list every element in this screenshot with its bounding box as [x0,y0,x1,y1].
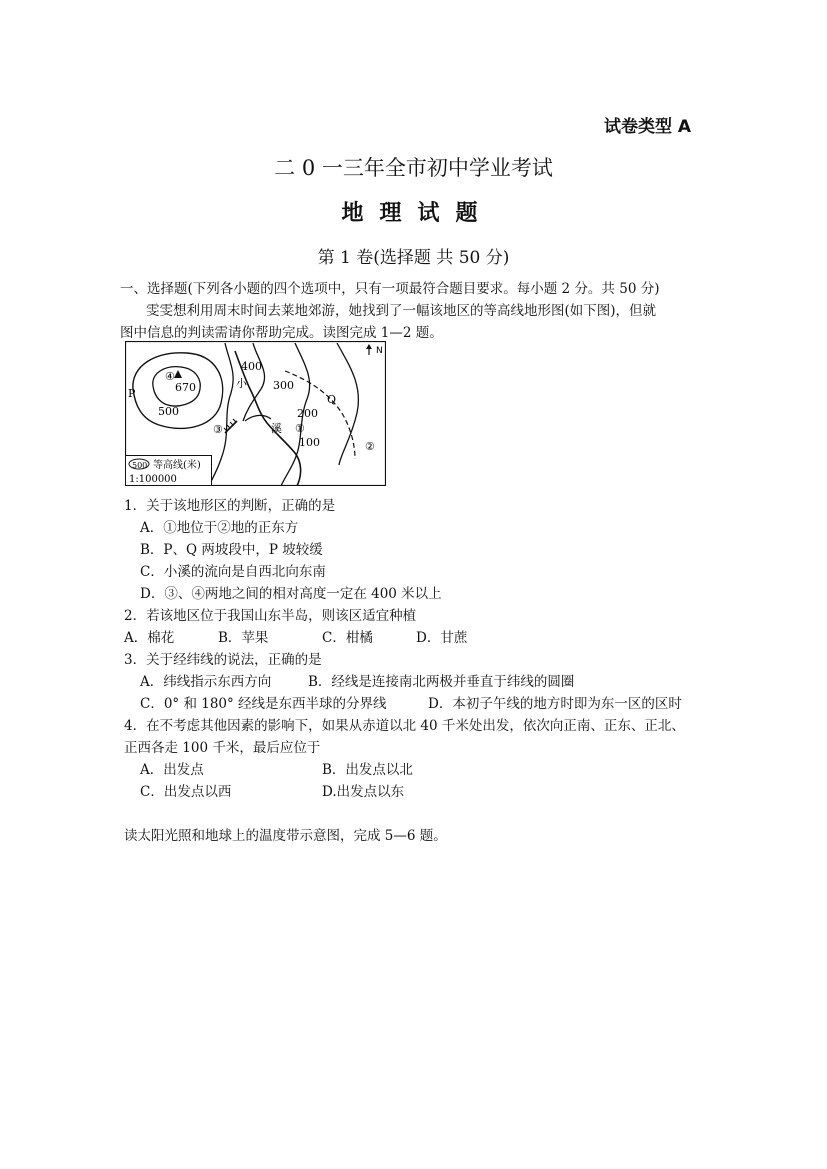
next-section-intro: 读太阳光照和地球上的温度带示意图，完成 5—6 题。 [124,828,447,844]
point-2-label: ② [365,440,375,453]
point-4-label: ④ [165,370,175,383]
peak-elevation-label: 670 [175,381,196,394]
q2-stem: 2．若该地区位于我国山东半岛，则该区适宜种植 [124,608,417,624]
q4-option-d: D.出发点以东 [322,784,405,800]
stream-char-1: 小 [236,377,247,390]
legend-label: 等高线(米) [153,460,201,471]
point-1-label: ① [295,422,305,435]
q3-option-b: B．经线是连接南北两极并垂直于纬线的圆圈 [308,674,575,690]
q1-stem: 1．关于该地形区的判断，正确的是 [124,498,336,514]
q2-option-c: C．柑橘 [322,630,373,646]
q4-option-a: A．出发点 [140,762,204,778]
slope-p-label: P [128,387,136,400]
q1-option-d: D．③、④两地之间的相对高度一定在 400 米以上 [140,586,442,602]
q3-option-a: A．纬线指示东西方向 [140,674,272,690]
q1-option-c: C．小溪的流向是自西北向东南 [140,564,326,580]
section-instructions: 一、选择题(下列各小题的四个选项中，只有一项最符合题目要求。每小题 2 分。共 50 分) [120,281,660,297]
stream-char-2: 溪 [271,422,282,435]
q3-stem: 3．关于经纬线的说法，正确的是 [124,652,322,668]
volume-title: 第 1 卷(选择题 共 50 分) [317,248,510,268]
q2-option-b: B．苹果 [218,630,269,646]
q3-option-c: C．0° 和 180° 经线是东西半球的分界线 [140,696,387,712]
q4-option-b: B．出发点以北 [322,762,413,778]
contour-300-label: 300 [273,379,294,392]
q2-option-d: D．甘蔗 [416,630,468,646]
q1-option-b: B．P、Q 两坡段中，P 坡较缓 [140,542,323,558]
point-3-label: ③ [213,423,223,436]
q1-option-a: A．①地位于②地的正东方 [140,520,299,536]
map-scale: 1:100000 [129,474,177,485]
contour-100-label: 100 [299,436,320,449]
north-label: N [376,346,383,356]
contour-map [125,341,386,486]
contour-400-label: 400 [241,360,262,373]
contour-200-label: 200 [297,407,318,420]
q4-stem-line-2: 正西各走 100 千米，最后应位于 [124,740,321,756]
q3-option-d: D．本初子午线的地方时即为东一区的区时 [428,696,682,712]
q2-option-a: A．棉花 [124,630,175,646]
paper-type-label: 试卷类型 A [604,117,692,137]
contour-500-label: 500 [158,405,179,418]
intro-line-1: 雯雯想利用周末时间去莱地郊游，她找到了一幅该地区的等高线地形图(如下图)，但就 [146,303,657,319]
slope-q-label: Q [327,393,337,406]
q4-stem-line-1: 4．在不考虑其他因素的影响下，如果从赤道以北 40 千米处出发，依次向正南、正东、正北、 [124,718,685,734]
legend-value: 500 [132,461,148,470]
subject-title: 地理试题 [341,201,494,226]
exam-title: 二 0 一三年全市初中学业考试 [274,156,553,180]
q4-option-c: C．出发点以西 [140,784,232,800]
intro-line-2: 图中信息的判读需请你帮助完成。读图完成 1—2 题。 [120,325,443,341]
